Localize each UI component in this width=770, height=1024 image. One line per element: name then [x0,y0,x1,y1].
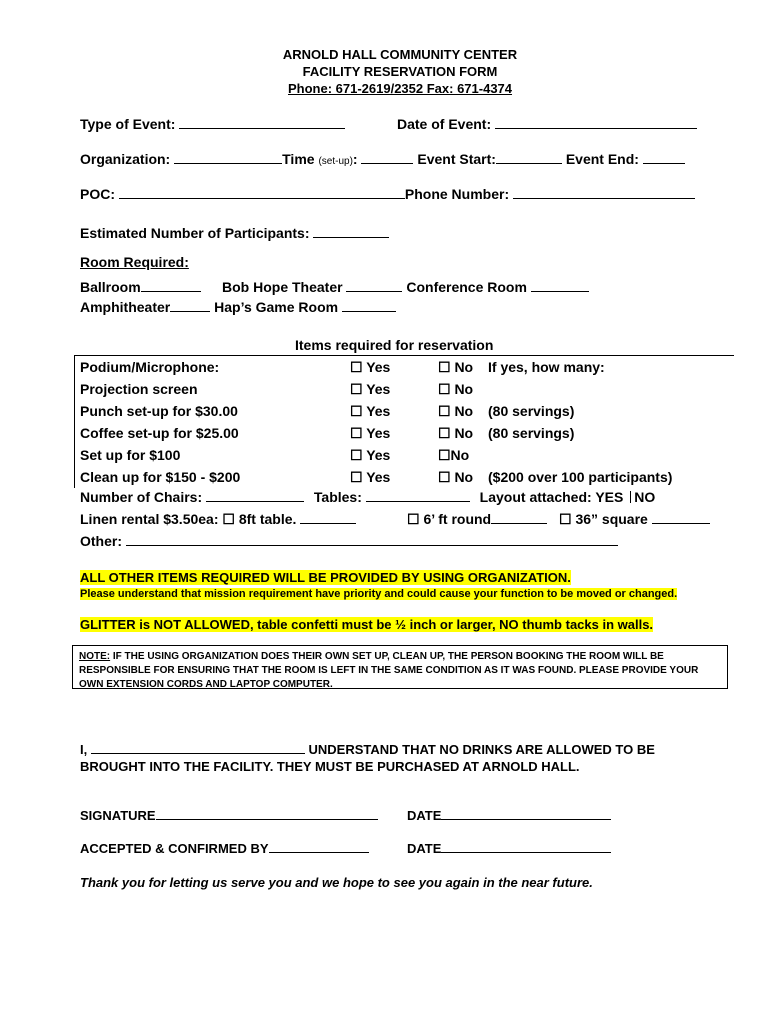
item-yes-checkbox[interactable]: ☐ Yes [350,446,391,463]
date2-row [407,840,611,856]
form-title: FACILITY RESERVATION FORM [302,64,498,79]
poc-row [80,186,695,202]
accepted-row [80,840,369,856]
item-yes-checkbox[interactable]: ☐ Yes [350,380,391,397]
linen-36-field[interactable] [652,511,710,524]
item-yes-checkbox[interactable]: ☐ Yes [350,358,391,375]
organization-row [80,151,685,167]
item-row [75,444,735,466]
item-yes-checkbox[interactable]: ☐ Yes [350,402,391,419]
ballroom-field[interactable] [141,279,201,292]
time-field[interactable] [361,151,413,164]
item-yes-checkbox[interactable]: ☐ Yes [350,468,391,485]
room-required-label: Room Required: [80,254,189,270]
layout-label: Layout attached: YES [479,489,628,505]
time-setup-label: (set-up) [318,156,353,167]
participants-label: Estimated Number of Participants: [80,225,310,241]
items-table [74,355,734,488]
chairs-field[interactable] [206,489,304,502]
time-colon: : [352,151,358,167]
date-row [407,807,611,823]
layout-no-label: NO [634,489,656,505]
item-note: If yes, how many: [488,359,605,375]
date-of-event-label: Date of Event: [397,116,492,132]
poc-label: POC: [80,186,115,202]
item-no-checkbox[interactable]: ☐ No [438,358,474,375]
haps-field[interactable] [342,299,396,312]
item-row [75,466,735,488]
item-no-checkbox[interactable]: ☐ No [438,380,474,397]
signature-field[interactable] [156,807,378,820]
item-note: (80 servings) [488,425,575,441]
date2-field[interactable] [441,840,611,853]
bob-hope-label: Bob Hope Theater [222,279,343,295]
notice-all-other: ALL OTHER ITEMS REQUIRED WILL BE PROVIDED BY USING ORGANIZATION. [80,570,571,585]
other-label: Other: [80,533,122,549]
form-title-org: ARNOLD HALL COMMUNITY CENTER [282,47,518,62]
item-no-checkbox[interactable]: ☐ No [438,402,474,419]
item-no-checkbox[interactable]: ☐ No [438,468,474,485]
event-start-label: Event Start: [417,151,496,167]
agreement-name-field[interactable] [91,741,305,754]
time-label: Time [282,151,315,167]
date-of-event-row [397,116,697,132]
item-row [75,422,735,444]
note-label: NOTE: [79,651,111,662]
date-of-event-field[interactable] [495,116,697,129]
organization-label: Organization: [80,151,171,167]
linen-row-b [407,511,710,528]
item-name: Coffee set-up for $25.00 [80,425,239,441]
organization-field[interactable] [174,151,282,164]
amphitheater-label: Amphitheater [80,299,171,315]
agreement-text-2: BROUGHT INTO THE FACILITY. THEY MUST BE PURCHASED AT ARNOLD HALL. [80,759,580,774]
linen-6ft-field[interactable] [491,511,547,524]
phone-number-field[interactable] [513,186,695,199]
thank-you-text: Thank you for letting us serve you and we hope to see you again in the near future. [80,875,593,890]
item-row [75,400,735,422]
ballroom-label: Ballroom [80,279,141,295]
linen-8ft-checkbox[interactable]: ☐ 8ft table. [222,511,297,527]
chairs-row [80,489,655,505]
accepted-field[interactable] [269,840,369,853]
item-name: Punch set-up for $30.00 [80,403,238,419]
phone-number-label: Phone Number: [404,186,510,202]
event-end-label: Event End: [565,151,639,167]
notice-mission: Please understand that mission requirement have priority and could cause your function to be moved or changed. [80,588,678,600]
conference-field[interactable] [531,279,589,292]
linen-label: Linen rental $3.50ea: [80,511,223,527]
other-field[interactable] [126,533,618,546]
date2-label: DATE [407,841,442,856]
item-yes-checkbox[interactable]: ☐ Yes [350,424,391,441]
notice-glitter: GLITTER is NOT ALLOWED, table confetti must be ½ inch or larger, NO thumb tacks in walls. [80,617,654,632]
item-name: Set up for $100 [80,447,181,463]
event-end-field[interactable] [643,151,685,164]
linen-row [80,511,356,528]
agreement-i: I, [80,742,88,757]
item-name: Podium/Microphone: [80,359,220,375]
date-field[interactable] [441,807,611,820]
amphitheater-field[interactable] [170,299,210,312]
accepted-label: ACCEPTED & CONFIRMED BY [80,841,269,856]
type-of-event-field[interactable] [179,116,345,129]
type-of-event-label: Type of Event: [80,116,176,132]
signature-label: SIGNATURE [80,808,156,823]
item-name: Projection screen [80,381,198,397]
participants-field[interactable] [313,225,389,238]
item-row [75,378,735,400]
note-box [72,645,728,689]
other-row [80,533,618,549]
haps-label: Hap’s Game Room [214,299,339,315]
form-phone: Phone: 671-2619/2352 Fax: 671-4374 [287,81,513,96]
room-row-2 [80,299,396,315]
agreement-line-1 [80,741,655,757]
item-note: (80 servings) [488,403,575,419]
item-note [488,444,734,466]
linen-6ft-checkbox[interactable]: ☐ 6’ ft round [407,511,492,527]
date-label: DATE [407,808,442,823]
item-row [75,356,735,379]
item-no-checkbox[interactable]: ☐ No [438,424,474,441]
bob-hope-field[interactable] [346,279,402,292]
room-row-1 [80,279,201,295]
tables-label: Tables: [313,489,362,505]
chairs-label: Number of Chairs: [80,489,203,505]
room-row-1b [222,279,589,295]
conference-label: Conference Room [406,279,527,295]
linen-36-checkbox[interactable]: ☐ 36” square [559,511,648,527]
event-start-field[interactable] [496,151,562,164]
items-title: Items required for reservation [295,337,494,353]
item-no-checkbox[interactable]: ☐No [438,446,470,463]
layout-divider [630,491,631,503]
type-of-event-row [80,116,345,132]
poc-field[interactable] [119,186,405,199]
participants-row [80,225,389,241]
item-note [488,378,734,400]
tables-field[interactable] [366,489,470,502]
agreement-text-1: UNDERSTAND THAT NO DRINKS ARE ALLOWED TO BE [308,742,655,757]
note-text: IF THE USING ORGANIZATION DOES THEIR OWN SET UP, CLEAN UP, THE PERSON BOOKING THE ROOM WILL BE RESPONSIBLE FOR ENSURING THAT THE ROOM IS LEFT IN THE SAME CONDITION AS IT WAS FOUND. PLEASE PROVIDE YOUR OWN EXTENSION CORDS AND LAPTOP COMPUTER. [79,651,699,690]
item-name: Clean up for $150 - $200 [80,469,241,485]
item-note: ($200 over 100 participants) [488,469,673,485]
linen-8ft-field[interactable] [300,511,356,524]
signature-row [80,807,378,823]
